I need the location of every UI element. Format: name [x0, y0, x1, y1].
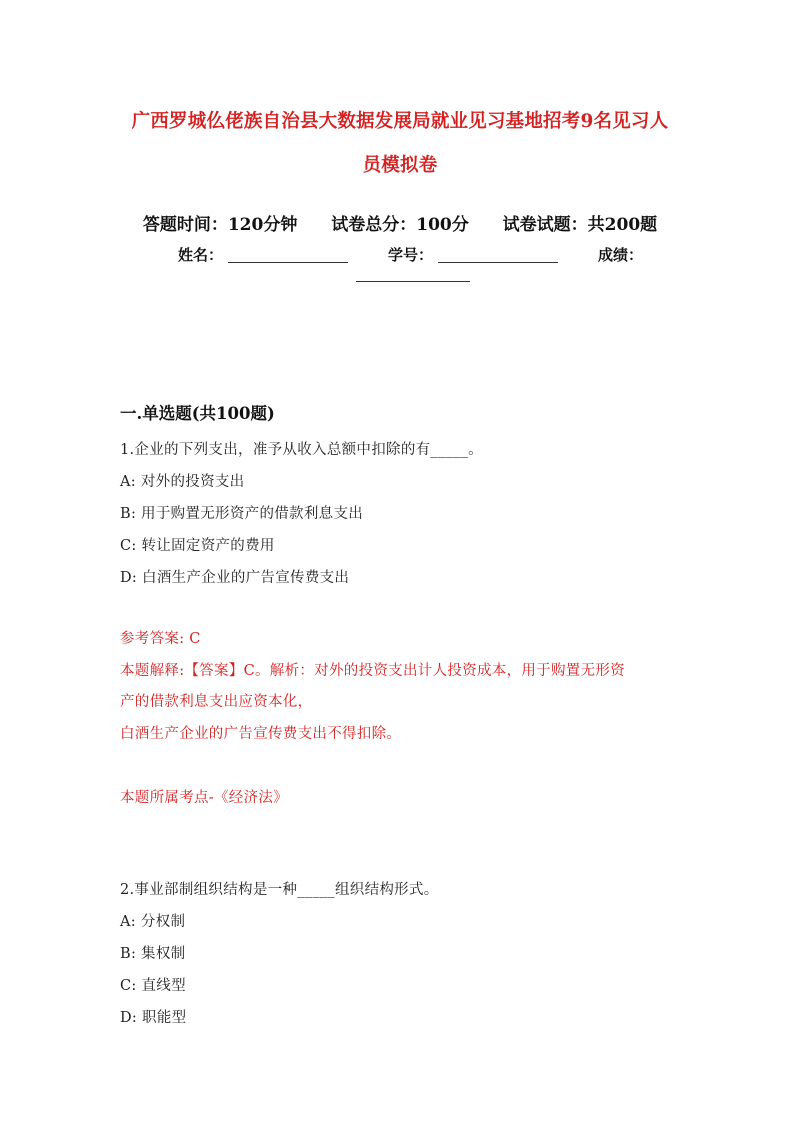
- question-2-option-b: B: 集权制: [120, 946, 186, 962]
- title-line-1: 广西罗城仫佬族自治县大数据发展局就业见习基地招考9名见习人: [131, 111, 669, 132]
- id-label: 学号：: [388, 246, 434, 264]
- question-1-topic: 本题所属考点-《经济法》: [120, 790, 288, 806]
- document-title: [110, 100, 690, 188]
- question-1-option-b: B: 用于购置无形资产的借款利息支出: [120, 506, 364, 522]
- question-2-stem: 2.事业部制组织结构是一种_____组织结构形式。: [120, 882, 439, 898]
- title-line-2: 员模拟卷: [362, 155, 438, 176]
- exam-time: 答题时间：120分钟: [142, 215, 298, 235]
- question-1-explanation-line-3: 白酒生产企业的广告宣传费支出不得扣除。: [120, 726, 402, 742]
- section-title: 一.单选题(共100题): [120, 404, 275, 423]
- question-2-option-d: D: 职能型: [120, 1010, 187, 1026]
- question-2-option-c: C: 直线型: [120, 978, 186, 994]
- score-label: 成绩：: [598, 246, 644, 264]
- question-1-option-c: C: 转让固定资产的费用: [120, 538, 275, 554]
- exam-info: [0, 210, 800, 235]
- exam-total-score: 试卷总分：100分: [331, 215, 469, 235]
- name-blank: [228, 262, 348, 263]
- score-blank: [356, 281, 470, 282]
- question-1-explanation-line-1: 本题解释:【答案】C。解析：对外的投资支出计人投资成本，用于购置无形资: [120, 663, 625, 679]
- id-blank: [438, 262, 558, 263]
- question-1-stem: 1.企业的下列支出，准予从收入总额中扣除的有_____。: [120, 442, 483, 458]
- question-1-option-d: D: 白酒生产企业的广告宣传费支出: [120, 570, 350, 586]
- name-label: 姓名：: [178, 246, 224, 264]
- question-2-option-a: A: 分权制: [120, 914, 186, 930]
- exam-question-count: 试卷试题：共200题: [502, 215, 658, 235]
- question-1-option-a: A: 对外的投资支出: [120, 474, 245, 490]
- question-1-explanation-line-2: 产的借款利息支出应资本化，: [120, 694, 313, 710]
- question-1-answer: 参考答案: C: [120, 631, 201, 647]
